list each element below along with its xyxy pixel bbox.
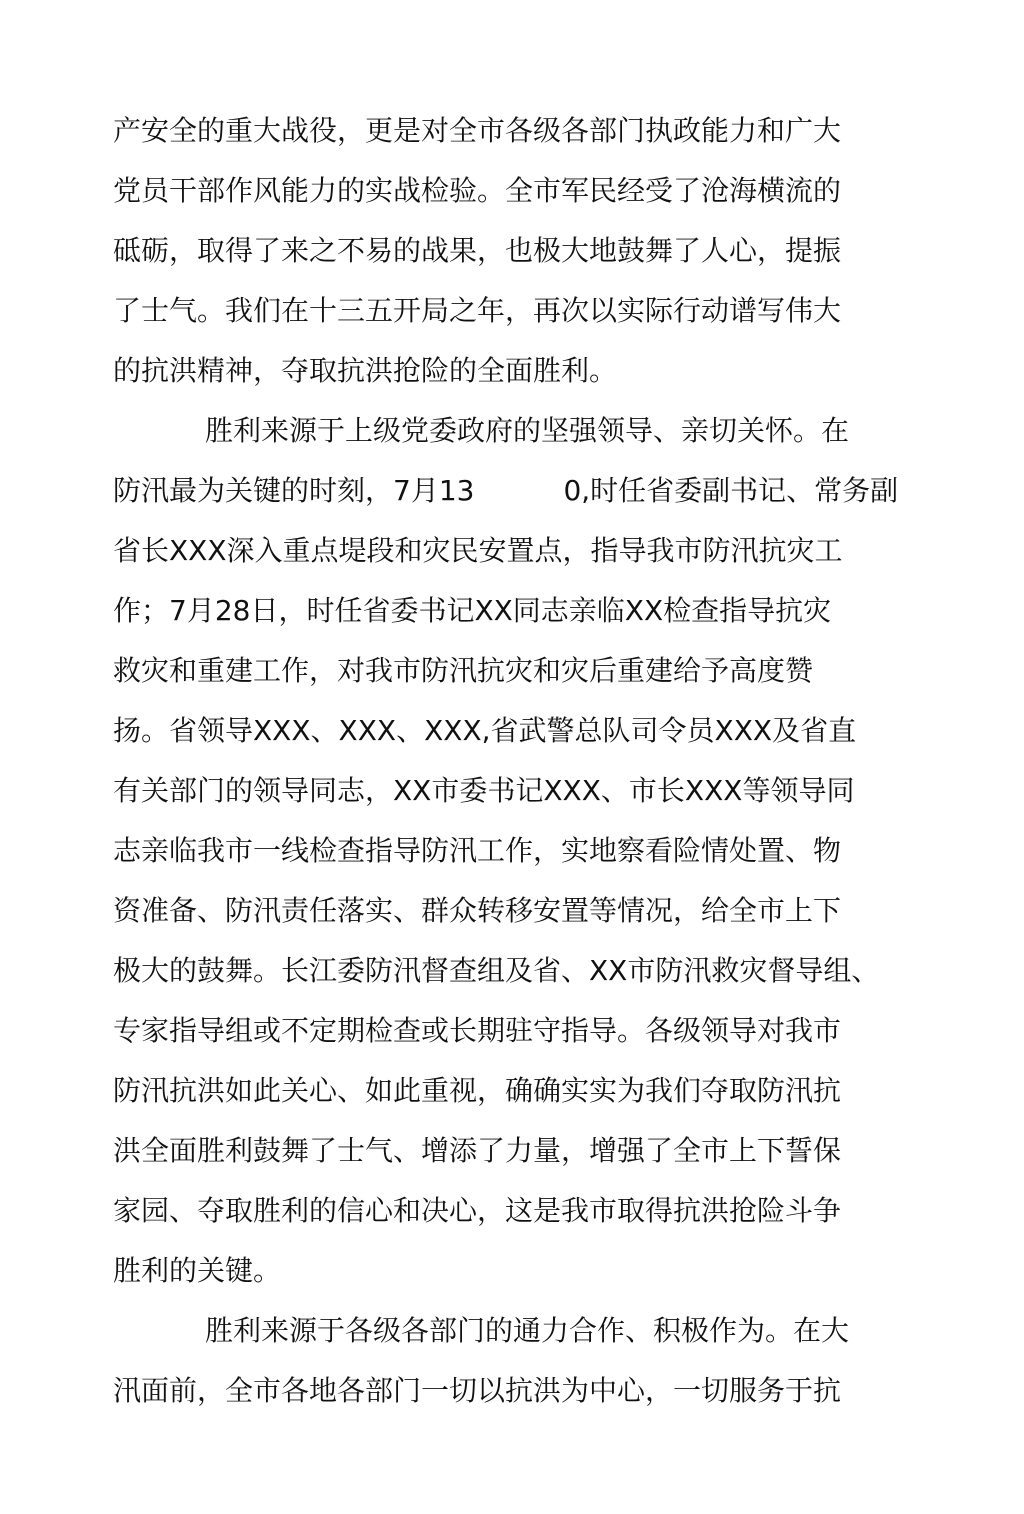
text-line: 省长XXX深入重点堤段和灾民安置点，指导我市防汛抗灾工 <box>113 534 843 567</box>
text-line: 资准备、防汛责任落实、群众转移安置等情况，给全市上下 <box>113 894 842 927</box>
text-line: 极大的鼓舞。长江委防汛督查组及省、XX市防汛救灾督导组、 <box>113 954 880 987</box>
text-line: 的抗洪精神，夺取抗洪抢险的全面胜利。 <box>113 354 618 387</box>
text-line: 胜利的关键。 <box>113 1254 282 1287</box>
text-line: 有关部门的领导同志，XX市委书记XXX、市长XXX等领导同 <box>113 774 855 807</box>
text-line: 志亲临我市一线检查指导防汛工作，实地察看险情处置、物 <box>113 834 842 867</box>
text-line: 扬。省领导XXX、XXX、XXX,省武警总队司令员XXX及省直 <box>113 714 857 747</box>
text-line: 作；7月28日，时任省委书记XX同志亲临XX检查指导抗灾 <box>113 594 832 627</box>
text-line: 家园、夺取胜利的信心和决心，这是我市取得抗洪抢险斗争 <box>113 1194 842 1227</box>
text-line: 防汛抗洪如此关心、如此重视，确确实实为我们夺取防汛抗 <box>113 1074 842 1107</box>
text-line: 了士气。我们在十三五开局之年，再次以实际行动谱写伟大 <box>113 294 842 327</box>
text-line: 砥砺，取得了来之不易的战果，也极大地鼓舞了人心，提振 <box>113 234 842 267</box>
text-line: 救灾和重建工作，对我市防汛抗灾和灾后重建给予高度赞 <box>113 654 814 687</box>
text-line: 专家指导组或不定期检查或长期驻守指导。各级领导对我市 <box>113 1014 842 1047</box>
text-line: 党员干部作风能力的实战检验。全市军民经受了沧海横流的 <box>113 174 842 207</box>
paragraph-first-line: 胜利来源于上级党委政府的坚强领导、亲切关怀。在 <box>205 414 850 447</box>
text-line: 产安全的重大战役，更是对全市各级各部门执政能力和广大 <box>113 114 842 147</box>
text-line: 汛面前，全市各地各部门一切以抗洪为中心，一切服务于抗 <box>113 1374 842 1407</box>
paragraph-first-line: 胜利来源于各级各部门的通力合作、积极作为。在大 <box>205 1314 850 1347</box>
text-line: 防汛最为关键的时刻，7月13 0,时任省委副书记、常务副 <box>113 474 899 507</box>
text-line: 洪全面胜利鼓舞了士气、增添了力量，增强了全市上下誓保 <box>113 1134 842 1167</box>
